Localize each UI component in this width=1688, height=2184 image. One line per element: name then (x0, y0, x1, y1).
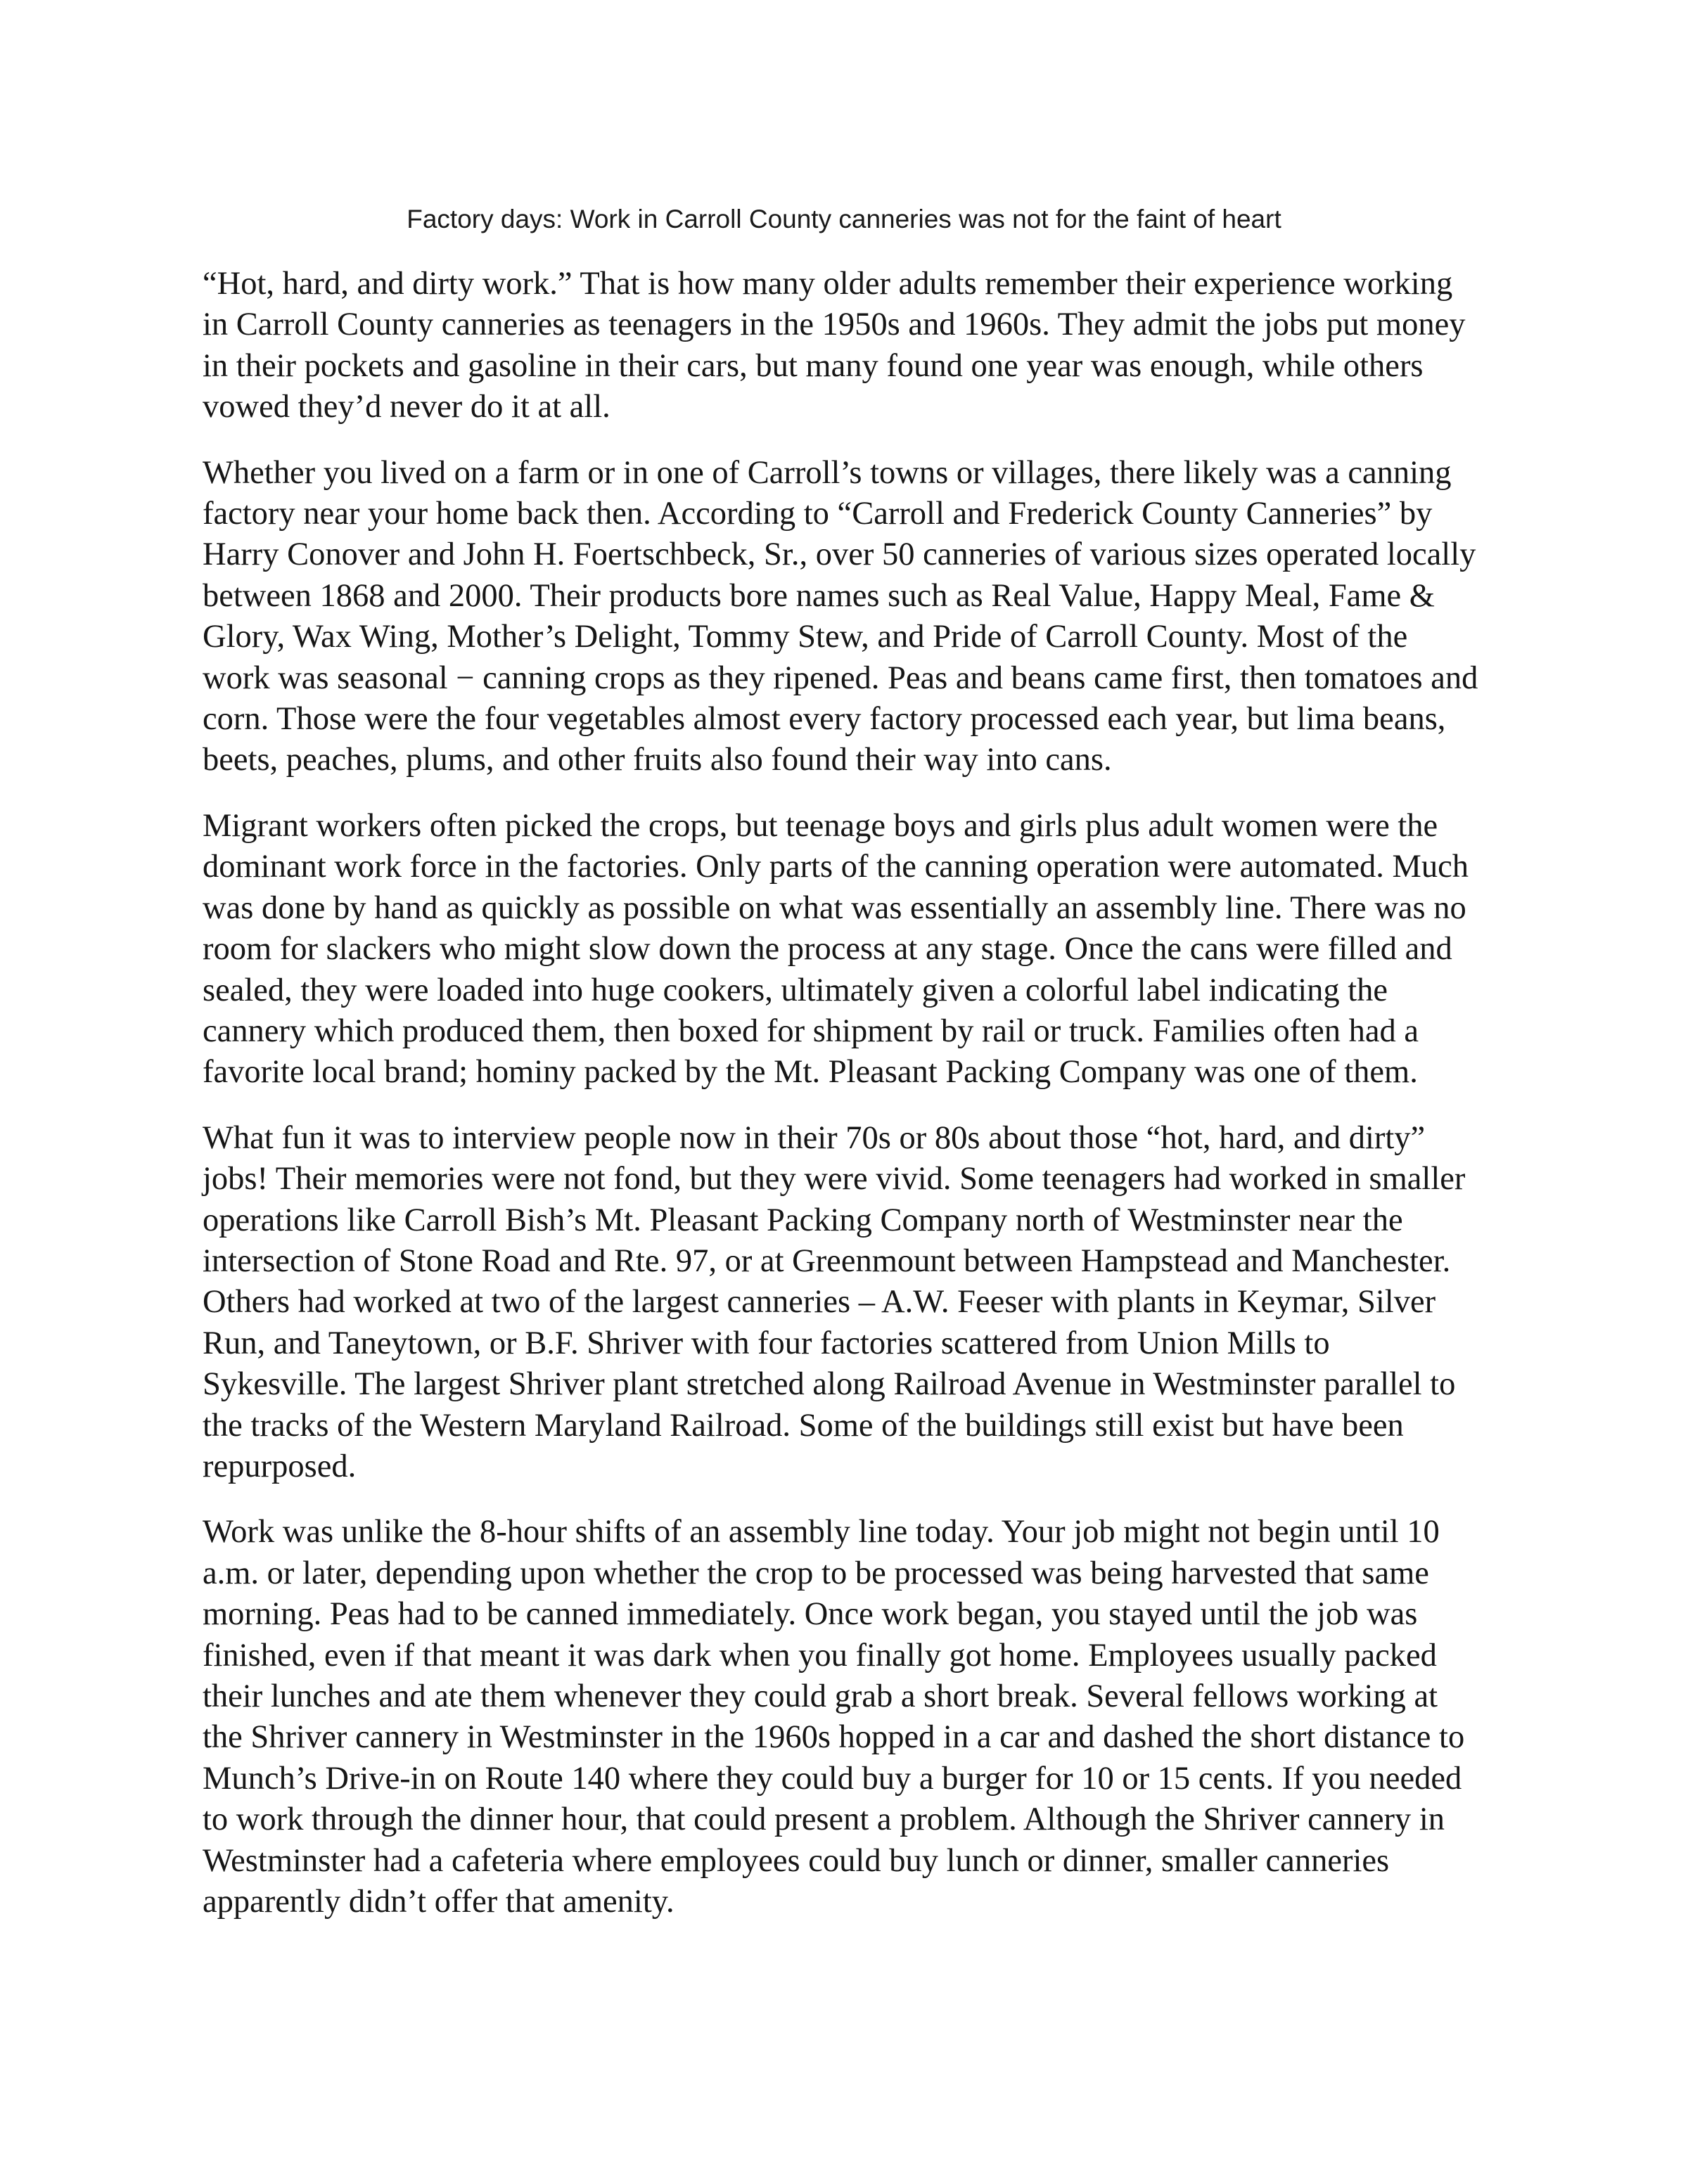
paragraph (203, 1118, 1539, 1488)
paragraph (203, 264, 1539, 428)
text-line: vowed they’d never do it at all. (203, 389, 610, 425)
text-line: Migrant workers often picked the crops, but teenage boys and girls plus adult women were the (203, 807, 1438, 844)
text-line: Westminster had a cafeteria where employees could buy lunch or dinner, smaller canneries (203, 1842, 1390, 1879)
text-line: beets, peaches, plums, and other fruits also found their way into cans. (203, 742, 1112, 778)
text-line: their lunches and ate them whenever they could grab a short break. Several fellows working at (203, 1678, 1438, 1714)
text-line: intersection of Stone Road and Rte. 97, or at Greenmount between Hampstead and Manchester. (203, 1242, 1451, 1279)
text-line: Sykesville. The largest Shriver plant stretched along Railroad Avenue in Westminster parallel to (203, 1366, 1456, 1403)
paragraph (203, 453, 1539, 781)
text-line: the Shriver cannery in Westminster in the 1960s hopped in a car and dashed the short distance to (203, 1719, 1465, 1756)
document-title: Factory days: Work in Carroll County canneries was not for the faint of heart (407, 205, 1281, 233)
text-line: between 1868 and 2000. Their products bore names such as Real Value, Happy Meal, Fame & (203, 577, 1435, 614)
text-line: the tracks of the Western Maryland Railroad. Some of the buildings still exist but have been (203, 1407, 1404, 1444)
text-line: work was seasonal − canning crops as they ripened. Peas and beans came first, then tomatoes and (203, 660, 1478, 696)
text-line: Run, and Taneytown, or B.F. Shriver with four factories scattered from Union Mills to (203, 1325, 1330, 1361)
text-line: factory near your home back then. According to “Carroll and Frederick County Canneries” by (203, 496, 1433, 532)
text-line: jobs! Their memories were not fond, but they were vivid. Some teenagers had worked in smaller (203, 1161, 1466, 1197)
paragraph (203, 1512, 1539, 1922)
text-line: a.m. or later, depending upon whether the crop to be processed was being harvested that same (203, 1555, 1429, 1591)
text-line: morning. Peas had to be canned immediately. Once work began, you stayed until the job was (203, 1596, 1418, 1633)
text-line: “Hot, hard, and dirty work.” That is how many older adults remember their experience working (203, 266, 1453, 302)
text-line: Munch’s Drive-in on Route 140 where they could buy a burger for 10 or 15 cents. If you needed (203, 1760, 1462, 1797)
text-line: repurposed. (203, 1448, 357, 1484)
text-line: cannery which produced them, then boxed for shipment by rail or truck. Families often had a (203, 1013, 1419, 1049)
text-line: sealed, they were loaded into huge cookers, ultimately given a colorful label indicating the (203, 972, 1388, 1008)
text-line: Whether you lived on a farm or in one of Carroll’s towns or villages, there likely was a canning (203, 454, 1452, 491)
text-line: Harry Conover and John H. Foertschbeck, Sr., over 50 canneries of various sizes operated locally (203, 537, 1476, 573)
text-line: Glory, Wax Wing, Mother’s Delight, Tommy Stew, and Pride of Carroll County. Most of the (203, 619, 1408, 655)
text-line: in Carroll County canneries as teenagers in the 1950s and 1960s. They admit the jobs put money (203, 307, 1466, 343)
document-body (203, 264, 1539, 1947)
text-line: to work through the dinner hour, that could present a problem. Although the Shriver cannery in (203, 1801, 1445, 1838)
paragraph (203, 806, 1539, 1093)
text-line: finished, even if that meant it was dark when you finally got home. Employees usually packed (203, 1637, 1437, 1674)
text-line: apparently didn’t offer that amenity. (203, 1884, 674, 1920)
text-line: Work was unlike the 8-hour shifts of an assembly line today. Your job might not begin until 10 (203, 1514, 1440, 1550)
text-line: corn. Those were the four vegetables almost every factory processed each year, but lima beans, (203, 701, 1446, 738)
text-line: Others had worked at two of the largest canneries – A.W. Feeser with plants in Keymar, Silver (203, 1284, 1436, 1321)
text-line: What fun it was to interview people now in their 70s or 80s about those “hot, hard, and dirty” (203, 1119, 1426, 1156)
text-line: favorite local brand; hominy packed by the Mt. Pleasant Packing Company was one of them. (203, 1054, 1418, 1091)
text-line: in their pockets and gasoline in their cars, but many found one year was enough, while others (203, 347, 1424, 384)
text-line: room for slackers who might slow down the process at any stage. Once the cans were filled and (203, 931, 1452, 968)
text-line: was done by hand as quickly as possible on what was essentially an assembly line. There was no (203, 889, 1466, 926)
text-line: operations like Carroll Bish’s Mt. Pleasant Packing Company north of Westminster near the (203, 1202, 1403, 1238)
text-line: dominant work force in the factories. Only parts of the canning operation were automated. Much (203, 849, 1469, 885)
